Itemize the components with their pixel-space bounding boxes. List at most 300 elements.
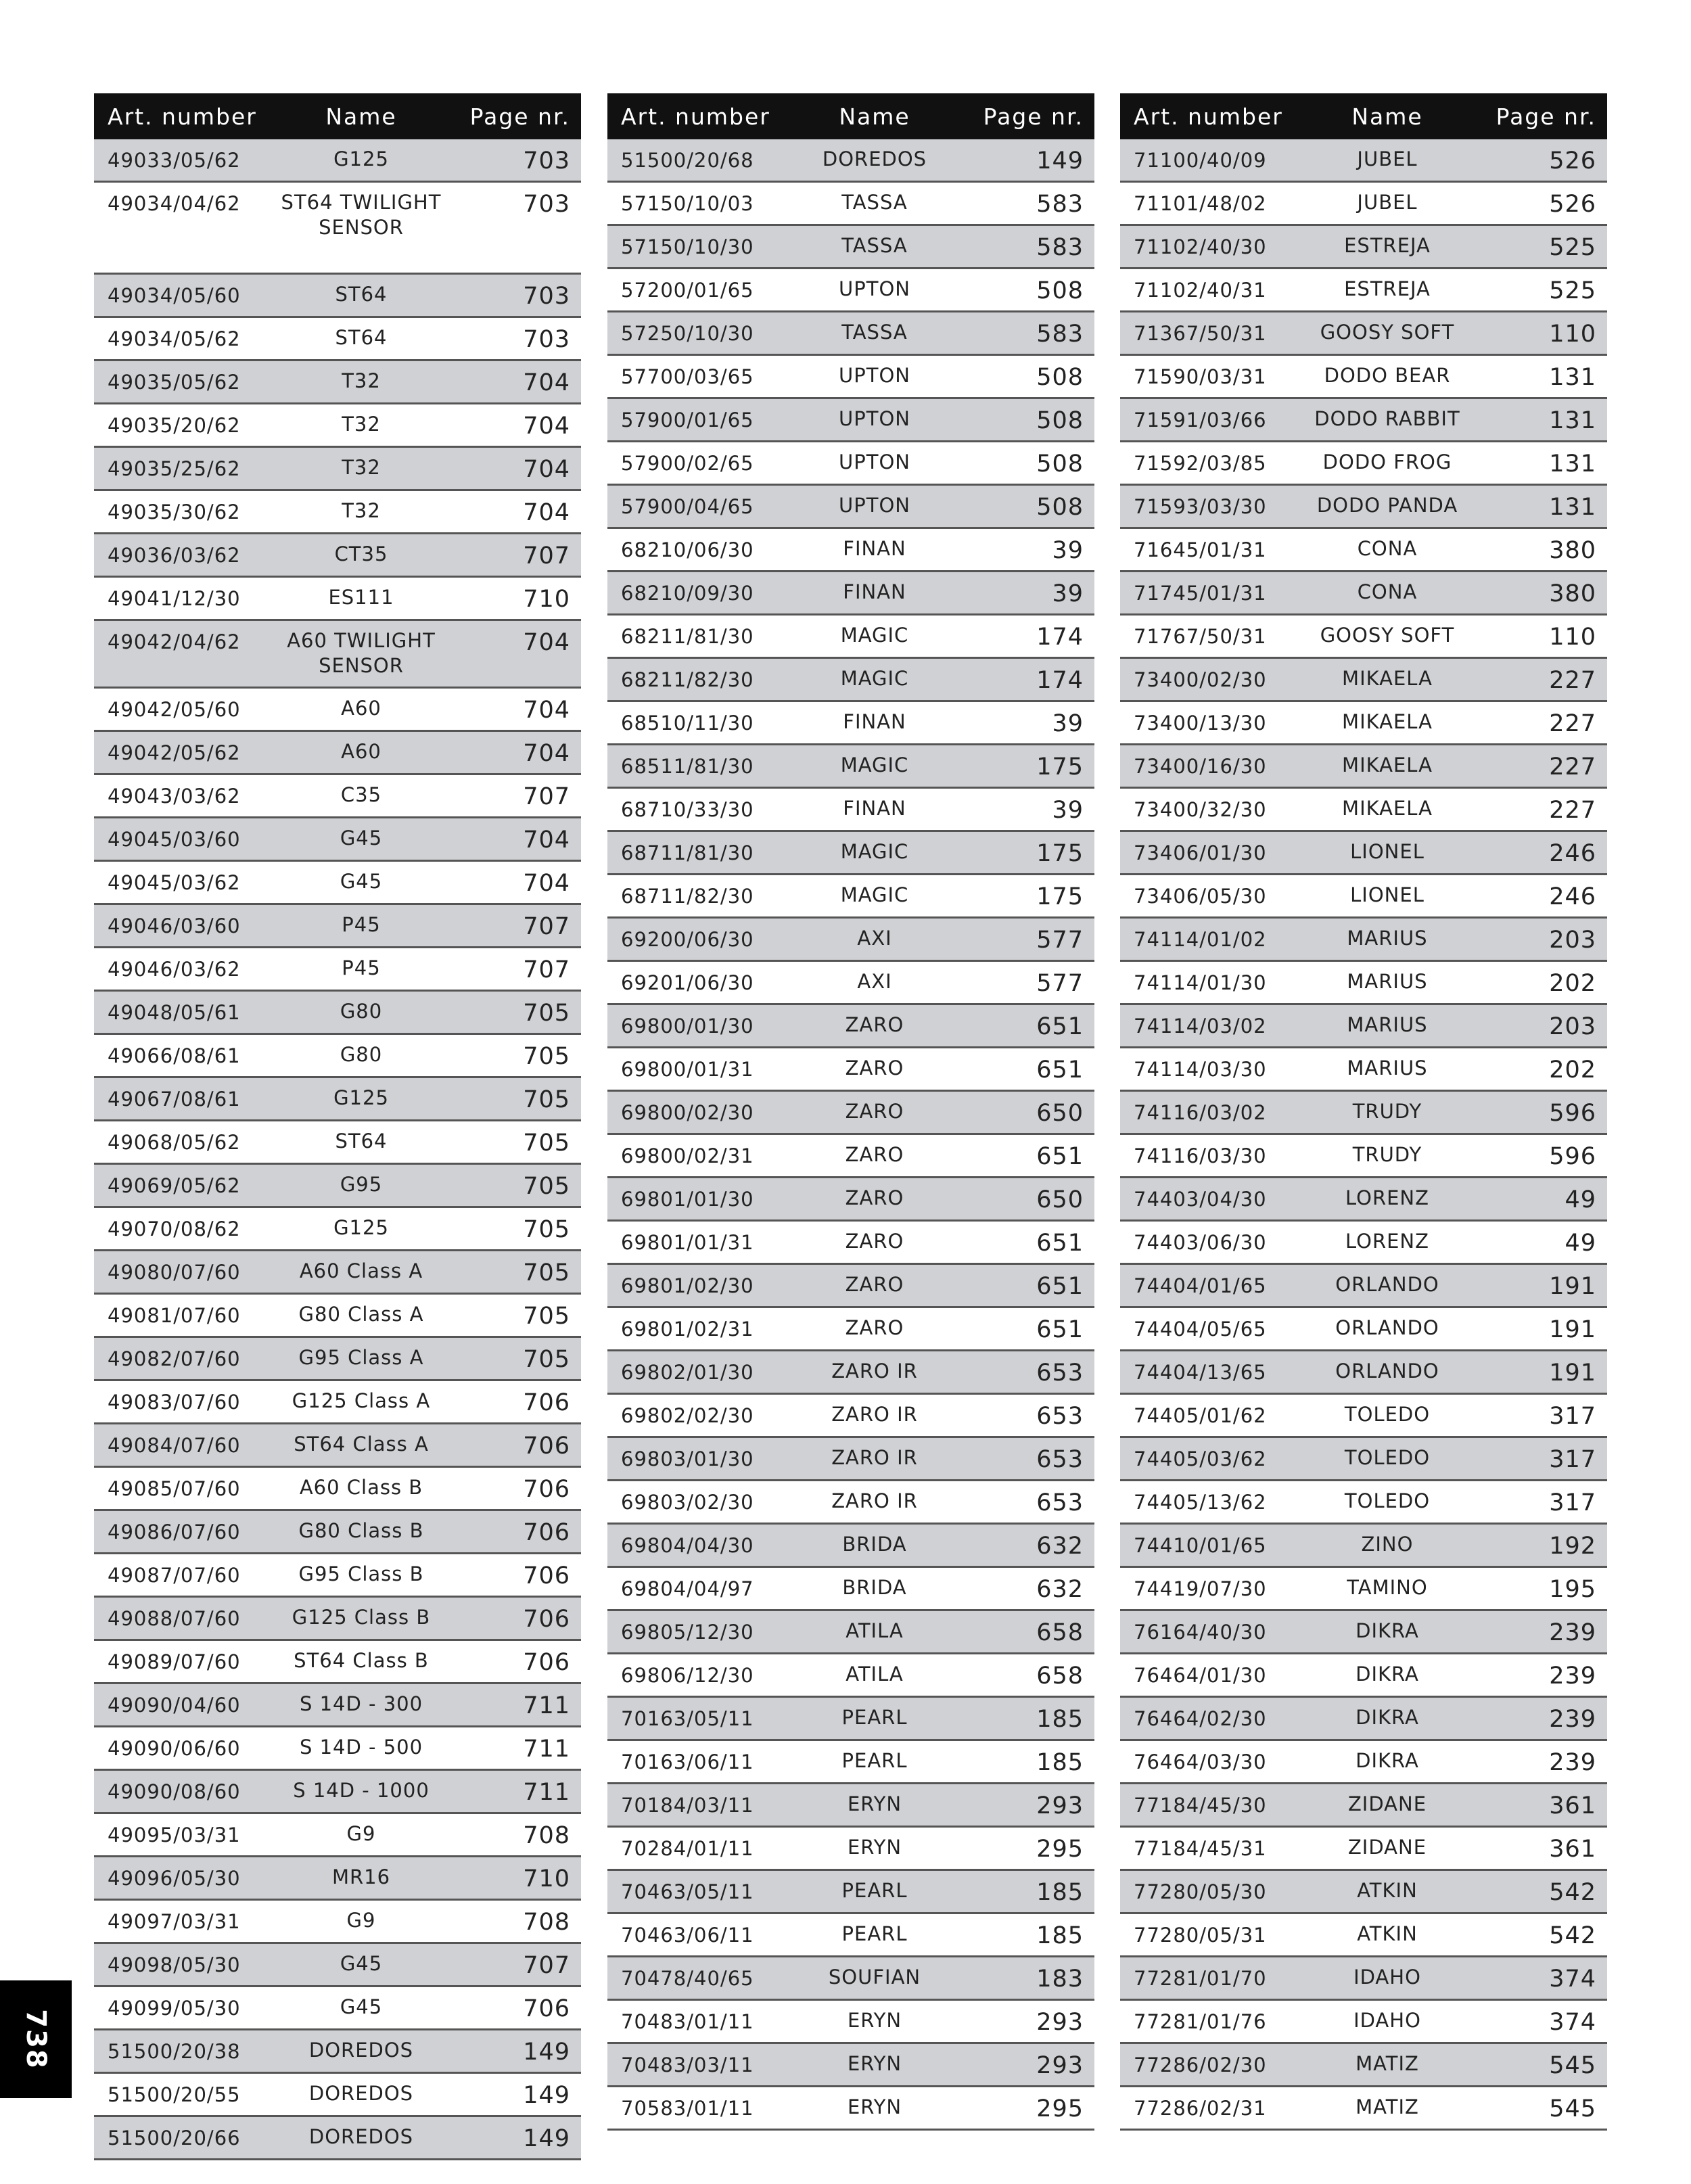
table-row <box>607 1698 1094 1741</box>
art-number-cell: 49099/05/30 <box>108 1997 241 2020</box>
page-nr-cell: 239 <box>1549 1619 1596 1646</box>
table-row <box>1120 312 1607 356</box>
page-nr-cell: 110 <box>1549 624 1596 651</box>
page-nr-cell: 39 <box>1052 797 1084 824</box>
art-number-cell: 49042/05/62 <box>108 741 241 764</box>
page-nr-cell: 711 <box>523 1736 570 1763</box>
table-row <box>607 1308 1094 1351</box>
art-number-cell: 73400/16/30 <box>1134 755 1267 778</box>
name-cell: DIKRA <box>1356 1619 1419 1642</box>
name-cell: LIONEL <box>1350 840 1424 863</box>
name-cell: JUBEL <box>1357 191 1418 214</box>
name-cell: A60 <box>341 740 381 763</box>
table-row <box>607 1005 1094 1048</box>
art-number-cell: 49069/05/62 <box>108 1174 241 1197</box>
table-row <box>94 318 581 361</box>
page-nr-cell: 658 <box>1036 1619 1084 1646</box>
page-nr-cell: 706 <box>523 1649 570 1676</box>
page-nr-cell: 703 <box>523 191 570 218</box>
table-body <box>1120 139 1607 2131</box>
art-number-cell: 73400/02/30 <box>1134 668 1267 691</box>
name-cell: ST64 Class B <box>294 1649 429 1672</box>
page-nr-cell: 202 <box>1549 1056 1596 1084</box>
art-number-cell: 68510/11/30 <box>621 712 754 735</box>
name-cell: ZARO <box>845 1143 904 1166</box>
name-cell: DOREDOS <box>308 2039 414 2062</box>
art-number-cell: 49090/06/60 <box>108 1737 241 1760</box>
page-nr-cell: 191 <box>1549 1316 1596 1343</box>
page-nr-cell: 705 <box>523 1086 570 1113</box>
header-name: Name <box>1351 103 1423 130</box>
table-row <box>607 1525 1094 1568</box>
name-cell: A60 <box>341 697 381 720</box>
art-number-cell: 49089/07/60 <box>108 1650 241 1673</box>
table-row <box>1120 702 1607 745</box>
art-number-cell: 69201/06/30 <box>621 971 754 994</box>
name-cell: ZARO <box>845 1273 904 1296</box>
art-number-cell: 49035/30/62 <box>108 501 241 524</box>
art-number-cell: 69800/01/31 <box>621 1058 754 1081</box>
page-nr-cell: 706 <box>523 1476 570 1503</box>
art-number-cell: 49090/08/60 <box>108 1780 241 1803</box>
art-number-cell: 74405/13/62 <box>1134 1491 1267 1514</box>
table-row <box>94 1511 581 1554</box>
table-row <box>1120 659 1607 702</box>
table-row <box>94 948 581 992</box>
art-number-cell: 68211/82/30 <box>621 668 754 691</box>
name-cell: SOUFIAN <box>828 1966 921 1989</box>
page-nr-cell: 653 <box>1036 1403 1084 1430</box>
art-number-cell: 69801/01/31 <box>621 1231 754 1254</box>
art-number-cell: 49084/07/60 <box>108 1434 241 1457</box>
art-number-cell: 73406/05/30 <box>1134 885 1267 908</box>
table-row <box>607 1828 1094 1871</box>
art-number-cell: 73406/01/30 <box>1134 841 1267 864</box>
page-nr-cell: 185 <box>1036 1749 1084 1776</box>
art-number-cell: 70478/40/65 <box>621 1967 754 1990</box>
art-number-cell: 77280/05/30 <box>1134 1880 1267 1903</box>
art-number-cell: 69804/04/97 <box>621 1577 754 1600</box>
art-number-cell: 71590/03/31 <box>1134 365 1267 388</box>
page-nr-cell: 542 <box>1549 1922 1596 1949</box>
name-cell: PEARL <box>841 1706 908 1729</box>
page-nr-cell: 707 <box>523 783 570 810</box>
table-row <box>607 1395 1094 1438</box>
name-cell: MATIZ <box>1356 2095 1419 2118</box>
page-nr-cell: 632 <box>1036 1533 1084 1560</box>
table-row <box>94 275 581 318</box>
art-number-cell: 68511/81/30 <box>621 755 754 778</box>
art-number-cell: 69802/02/30 <box>621 1404 754 1427</box>
name-cell: ST64 TWILIGHT SENSOR <box>281 191 442 239</box>
name-cell: LORENZ <box>1345 1186 1429 1209</box>
table-row <box>94 862 581 905</box>
table-row <box>1120 1481 1607 1525</box>
page-nr-cell: 227 <box>1549 667 1596 694</box>
art-number-cell: 69800/02/30 <box>621 1101 754 1124</box>
art-number-cell: 74114/03/30 <box>1134 1058 1267 1081</box>
art-number-cell: 74404/13/65 <box>1134 1361 1267 1384</box>
page-nr-cell: 545 <box>1549 2052 1596 2079</box>
page-nr-cell: 508 <box>1036 277 1084 304</box>
table-row <box>607 2087 1094 2131</box>
page-nr-cell: 203 <box>1549 927 1596 954</box>
art-number-cell: 49085/07/60 <box>108 1477 241 1500</box>
page-nr-cell: 227 <box>1549 797 1596 824</box>
art-number-cell: 57250/10/30 <box>621 322 754 345</box>
art-number-cell: 74114/01/30 <box>1134 971 1267 994</box>
name-cell: G9 <box>346 1822 376 1845</box>
art-number-cell: 57700/03/65 <box>621 365 754 388</box>
art-number-cell: 71100/40/09 <box>1134 149 1267 172</box>
page-nr-cell: 705 <box>523 1130 570 1157</box>
name-cell: UPTON <box>839 277 910 300</box>
art-number-cell: 74404/01/65 <box>1134 1274 1267 1297</box>
art-number-cell: 49082/07/60 <box>108 1347 241 1370</box>
name-cell: G9 <box>346 1909 376 1932</box>
art-number-cell: 57900/01/65 <box>621 409 754 432</box>
page-nr-cell: 39 <box>1052 580 1084 607</box>
name-cell: C35 <box>340 783 382 806</box>
name-cell: JUBEL <box>1357 147 1418 170</box>
page-nr-cell: 131 <box>1549 494 1596 521</box>
page-nr-cell: 658 <box>1036 1663 1084 1690</box>
page-nr-cell: 508 <box>1036 450 1084 478</box>
table-row <box>607 399 1094 442</box>
art-number-cell: 68210/09/30 <box>621 582 754 605</box>
name-cell: G45 <box>340 827 383 850</box>
table-row <box>607 832 1094 875</box>
page-nr-cell: 246 <box>1549 883 1596 910</box>
name-cell: MAGIC <box>840 883 909 906</box>
page-nr-cell: 653 <box>1036 1446 1084 1473</box>
table-row <box>607 919 1094 962</box>
name-cell: MATIZ <box>1356 2052 1419 2075</box>
name-cell: MAGIC <box>840 667 909 690</box>
name-cell: ORLANDO <box>1335 1273 1439 1296</box>
art-number-cell: 70483/03/11 <box>621 2053 754 2076</box>
table-row <box>1120 486 1607 529</box>
table-row <box>607 486 1094 529</box>
page-nr-cell: 596 <box>1549 1100 1596 1127</box>
page-nr-cell: 651 <box>1036 1143 1084 1170</box>
name-cell: GOOSY SOFT <box>1320 624 1455 647</box>
page-nr-cell: 706 <box>523 1519 570 1546</box>
name-cell: MARIUS <box>1347 970 1428 993</box>
name-cell: FINAN <box>843 537 906 560</box>
name-cell: ATKIN <box>1357 1879 1418 1902</box>
name-cell: DODO BEAR <box>1324 364 1451 387</box>
page-nr-cell: 361 <box>1549 1792 1596 1819</box>
art-number-cell: 49034/05/60 <box>108 284 241 307</box>
table-row <box>94 905 581 948</box>
name-cell: DIKRA <box>1356 1749 1419 1772</box>
page-nr-cell: 704 <box>523 413 570 440</box>
art-number-cell: 49034/04/62 <box>108 192 241 215</box>
name-cell: G45 <box>340 1952 383 1975</box>
page-nr-cell: 227 <box>1549 710 1596 737</box>
name-cell: ZARO <box>845 1100 904 1123</box>
index-table-2 <box>607 93 1094 2131</box>
art-number-cell: 69800/01/30 <box>621 1015 754 1038</box>
page-nr-cell: 195 <box>1549 1576 1596 1603</box>
table-row <box>607 1741 1094 1784</box>
page-nr-cell: 651 <box>1036 1230 1084 1257</box>
name-cell: MARIUS <box>1347 1013 1428 1036</box>
name-cell: BRIDA <box>842 1533 907 1556</box>
table-row <box>1120 1568 1607 1611</box>
page-nr-cell: 192 <box>1549 1533 1596 1560</box>
art-number-cell: 49036/03/62 <box>108 544 241 567</box>
table-row <box>1120 1395 1607 1438</box>
name-cell: AXI <box>857 970 892 993</box>
art-number-cell: 77286/02/31 <box>1134 2097 1267 2120</box>
page-nr-cell: 705 <box>523 1043 570 1070</box>
art-number-cell: 76464/01/30 <box>1134 1664 1267 1687</box>
name-cell: TRUDY <box>1352 1100 1422 1123</box>
header-page-nr: Page nr. <box>983 103 1084 130</box>
art-number-cell: 69800/02/31 <box>621 1144 754 1167</box>
table-row <box>607 962 1094 1005</box>
page-nr-cell: 651 <box>1036 1316 1084 1343</box>
name-cell: G125 Class A <box>292 1389 431 1412</box>
art-number-cell: 49034/05/62 <box>108 327 241 350</box>
page-nr-cell: 707 <box>523 913 570 940</box>
header-page-nr: Page nr. <box>469 103 570 130</box>
art-number-cell: 49081/07/60 <box>108 1304 241 1327</box>
name-cell: G80 <box>340 1043 383 1066</box>
page-nr-cell: 175 <box>1036 753 1084 781</box>
page-nr-cell: 704 <box>523 697 570 724</box>
name-cell: DIKRA <box>1356 1663 1419 1686</box>
name-cell: ZARO <box>845 1186 904 1209</box>
page-nr-cell: 577 <box>1036 927 1084 954</box>
name-cell: TOLEDO <box>1344 1489 1431 1512</box>
name-cell: ZARO <box>845 1056 904 1079</box>
name-cell: PEARL <box>841 1749 908 1772</box>
art-number-cell: 49095/03/31 <box>108 1823 241 1846</box>
page-nr-cell: 653 <box>1036 1489 1084 1516</box>
table-row <box>607 1957 1094 2001</box>
name-cell: A60 Class B <box>299 1476 423 1499</box>
table-row <box>607 745 1094 789</box>
name-cell: G80 <box>340 1000 383 1023</box>
art-number-cell: 74419/07/30 <box>1134 1577 1267 1600</box>
name-cell: MAGIC <box>840 840 909 863</box>
name-cell: DOREDOS <box>308 2082 414 2105</box>
page-nr-cell: 508 <box>1036 407 1084 434</box>
page-nr-cell: 704 <box>523 369 570 396</box>
name-cell: TASSA <box>841 234 908 257</box>
table-row <box>607 1222 1094 1265</box>
art-number-cell: 49066/08/61 <box>108 1044 241 1067</box>
table-row <box>607 442 1094 486</box>
page-nr-cell: 706 <box>523 1433 570 1460</box>
table-row <box>1120 919 1607 962</box>
name-cell: G95 Class B <box>298 1562 424 1585</box>
table-row <box>607 875 1094 919</box>
art-number-cell: 68710/33/30 <box>621 798 754 821</box>
art-number-cell: 57150/10/03 <box>621 192 754 215</box>
table-row <box>1120 442 1607 486</box>
table-row <box>94 2030 581 2074</box>
page-nr-cell: 317 <box>1549 1403 1596 1430</box>
table-row <box>94 491 581 534</box>
name-cell: TOLEDO <box>1344 1446 1431 1469</box>
table-row <box>1120 1654 1607 1698</box>
table-row <box>607 2044 1094 2087</box>
name-cell: PEARL <box>841 1879 908 1902</box>
name-cell: G125 Class B <box>292 1606 431 1629</box>
art-number-cell: 77281/01/76 <box>1134 2010 1267 2033</box>
art-number-cell: 71367/50/31 <box>1134 322 1267 345</box>
table-row <box>1120 1871 1607 1914</box>
art-number-cell: 49080/07/60 <box>108 1261 241 1284</box>
art-number-cell: 74403/06/30 <box>1134 1231 1267 1254</box>
table-row <box>1120 269 1607 312</box>
name-cell: PEARL <box>841 1922 908 1945</box>
art-number-cell: 57150/10/30 <box>621 235 754 258</box>
table-row <box>607 615 1094 659</box>
table-row <box>94 139 581 183</box>
name-cell: MIKAELA <box>1342 797 1433 820</box>
art-number-cell: 74116/03/02 <box>1134 1101 1267 1124</box>
table-row <box>1120 2044 1607 2087</box>
page-number: 738 <box>20 2009 51 2070</box>
table-row <box>94 2117 581 2160</box>
page-nr-cell: 705 <box>523 1216 570 1243</box>
page-nr-cell: 706 <box>523 1995 570 2022</box>
page-nr-cell: 374 <box>1549 1966 1596 1993</box>
art-number-cell: 69200/06/30 <box>621 928 754 951</box>
page-nr-cell: 39 <box>1052 537 1084 564</box>
table-row <box>94 1684 581 1727</box>
name-cell: AXI <box>857 927 892 950</box>
name-cell: IDAHO <box>1353 1966 1421 1989</box>
art-number-cell: 49045/03/62 <box>108 871 241 894</box>
page-nr-cell: 185 <box>1036 1879 1084 1906</box>
art-number-cell: 71101/48/02 <box>1134 192 1267 215</box>
page-nr-cell: 707 <box>523 542 570 570</box>
name-cell: ATKIN <box>1357 1922 1418 1945</box>
table-row <box>94 1598 581 1641</box>
table-row <box>1120 183 1607 226</box>
art-number-cell: 70163/05/11 <box>621 1707 754 1730</box>
art-number-cell: 74403/04/30 <box>1134 1188 1267 1211</box>
table-row <box>94 1295 581 1338</box>
page-nr-cell: 361 <box>1549 1836 1596 1863</box>
name-cell: ZARO <box>845 1316 904 1339</box>
page-nr-cell: 705 <box>523 1000 570 1027</box>
page-nr-cell: 706 <box>523 1389 570 1416</box>
art-number-cell: 49035/20/62 <box>108 414 241 437</box>
art-number-cell: 49096/05/30 <box>108 1867 241 1890</box>
table-row <box>94 1468 581 1511</box>
art-number-cell: 70583/01/11 <box>621 2097 754 2120</box>
page-nr-cell: 703 <box>523 326 570 353</box>
header-name: Name <box>325 103 397 130</box>
name-cell: MR16 <box>331 1865 391 1888</box>
name-cell: ZARO <box>845 1230 904 1253</box>
name-cell: LORENZ <box>1345 1230 1429 1253</box>
name-cell: A60 Class A <box>299 1259 423 1282</box>
name-cell: ST64 Class A <box>294 1433 429 1456</box>
art-number-cell: 69803/01/30 <box>621 1447 754 1470</box>
table-row <box>94 1078 581 1121</box>
table-row <box>94 621 581 689</box>
page-nr-cell: 39 <box>1052 710 1084 737</box>
table-row <box>94 578 581 621</box>
name-cell: G125 <box>333 1216 389 1239</box>
art-number-cell: 70463/06/11 <box>621 1924 754 1947</box>
table-row <box>94 1944 581 1987</box>
table-row <box>94 992 581 1035</box>
name-cell: G125 <box>333 1086 389 1109</box>
art-number-cell: 71645/01/31 <box>1134 538 1267 561</box>
page-nr-cell: 131 <box>1549 450 1596 478</box>
table-row <box>1120 1048 1607 1092</box>
table-row <box>607 226 1094 269</box>
table-row <box>1120 1611 1607 1654</box>
art-number-cell: 51500/20/38 <box>108 2040 241 2063</box>
name-cell: CONA <box>1357 537 1418 560</box>
page-nr-cell: 293 <box>1036 2009 1084 2036</box>
page-nr-cell: 577 <box>1036 970 1084 997</box>
name-cell: LIONEL <box>1350 883 1424 906</box>
page-nr-cell: 295 <box>1036 2095 1084 2122</box>
art-number-cell: 57200/01/65 <box>621 279 754 302</box>
name-cell: ORLANDO <box>1335 1360 1439 1383</box>
name-cell: ZARO IR <box>831 1446 918 1469</box>
name-cell: S 14D - 500 <box>299 1736 423 1759</box>
art-number-cell: 51500/20/55 <box>108 2083 241 2106</box>
page-nr-cell: 703 <box>523 147 570 175</box>
art-number-cell: 49042/05/60 <box>108 698 241 721</box>
art-number-cell: 69806/12/30 <box>621 1664 754 1687</box>
table-row <box>607 1568 1094 1611</box>
name-cell: IDAHO <box>1353 2009 1421 2032</box>
page-nr-cell: 508 <box>1036 364 1084 391</box>
name-cell: TASSA <box>841 191 908 214</box>
name-cell: ESTREJA <box>1344 234 1431 257</box>
table-row <box>607 269 1094 312</box>
table-row <box>94 732 581 775</box>
page-nr-cell: 545 <box>1549 2095 1596 2122</box>
name-cell: DODO RABBIT <box>1314 407 1460 430</box>
art-number-cell: 49033/05/62 <box>108 149 241 172</box>
name-cell: ZARO IR <box>831 1360 918 1383</box>
table-body <box>607 139 1094 2131</box>
art-number-cell: 68711/82/30 <box>621 885 754 908</box>
page-nr-cell: 295 <box>1036 1836 1084 1863</box>
table-row <box>607 1481 1094 1525</box>
table-row <box>1120 1784 1607 1828</box>
table-row <box>607 356 1094 399</box>
page-nr-cell: 710 <box>523 586 570 613</box>
table-row <box>607 1438 1094 1481</box>
header-art-number: Art. number <box>108 103 257 130</box>
table-row <box>94 1035 581 1078</box>
art-number-cell: 77184/45/30 <box>1134 1794 1267 1817</box>
table-row <box>1120 1525 1607 1568</box>
name-cell: A60 TWILIGHT SENSOR <box>287 629 436 677</box>
art-number-cell: 69803/02/30 <box>621 1491 754 1514</box>
page-nr-cell: 174 <box>1036 624 1084 651</box>
art-number-cell: 69801/02/31 <box>621 1318 754 1341</box>
page-nr-cell: 706 <box>523 1606 570 1633</box>
table-row <box>94 1771 581 1814</box>
art-number-cell: 70483/01/11 <box>621 2010 754 2033</box>
